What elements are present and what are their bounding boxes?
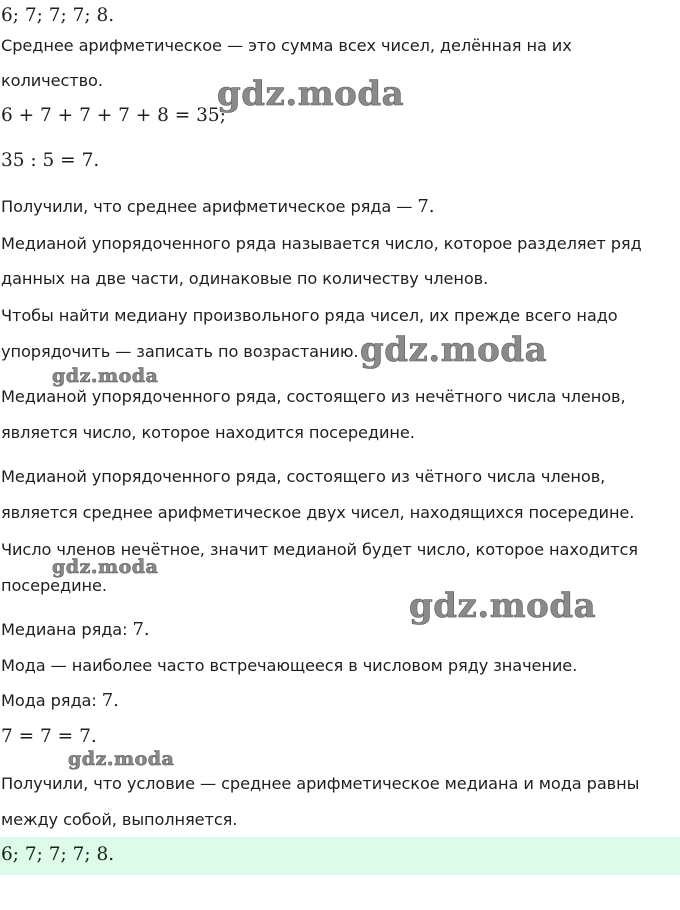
mean-result — [1, 197, 434, 217]
ordering-line-2: упорядочить — записать по возрастанию. — [1, 342, 359, 361]
median-result — [1, 620, 150, 640]
even-median-line-2: является среднее арифметическое двух чисел, находящихся посередине. — [1, 503, 635, 522]
median-result-value: 7. — [132, 619, 150, 640]
count-line-2: посередине. — [1, 576, 107, 595]
median-definition-line-1: Медианой упорядоченного ряда называется число, которое разделяет ряд — [1, 234, 642, 253]
answer-box — [0, 837, 680, 875]
count-line-1: Число членов нечётное, значит медианой будет число, которое находится — [1, 540, 638, 559]
number-series: 6; 7; 7; 7; 8. — [1, 5, 115, 26]
odd-median-line-2: является число, которое находится посередине. — [1, 423, 415, 442]
even-median-line-1: Медианой упорядоченного ряда, состоящего из чётного числа членов, — [1, 467, 606, 486]
answer-series: 6; 7; 7; 7; 8. — [1, 844, 115, 865]
watermark: gdz.moda — [217, 74, 405, 114]
watermark: gdz.moda — [360, 330, 548, 370]
mode-definition: Мода — наиболее часто встречающееся в числовом ряду значение. — [1, 656, 578, 675]
median-result-text: Медиана ряда: — [1, 620, 133, 639]
ordering-line-1: Чтобы найти медиану произвольного ряда чисел, их прежде всего надо — [1, 306, 618, 325]
watermark: gdz.moda — [52, 365, 159, 387]
mean-definition-line-1: Среднее арифметическое — это сумма всех чисел, делённая на их — [1, 36, 572, 55]
conclusion-line-1: Получили, что условие — среднее арифметическое медиана и мода равны — [1, 774, 640, 793]
conclusion-line-2: между собой, выполняется. — [1, 810, 238, 829]
mode-result — [1, 691, 119, 711]
mean-result-value: 7. — [417, 196, 435, 217]
mean-result-text: Получили, что среднее арифметическое ряда — — [1, 197, 418, 216]
watermark: gdz.moda — [68, 748, 175, 770]
odd-median-line-1: Медианой упорядоченного ряда, состоящего из нечётного числа членов, — [1, 387, 626, 406]
mode-result-value: 7. — [101, 690, 119, 711]
sum-equation: 6 + 7 + 7 + 7 + 8 = 35; — [1, 105, 226, 126]
watermark: gdz.moda — [409, 586, 597, 626]
equality-equation: 7 = 7 = 7. — [1, 726, 97, 747]
mean-definition-line-2: количество. — [1, 71, 103, 90]
median-definition-line-2: данных на две части, одинаковые по количеству членов. — [1, 269, 489, 288]
mode-result-text: Мода ряда: — [1, 691, 102, 710]
watermark: gdz.moda — [52, 556, 159, 578]
division-equation: 35 : 5 = 7. — [1, 150, 100, 171]
